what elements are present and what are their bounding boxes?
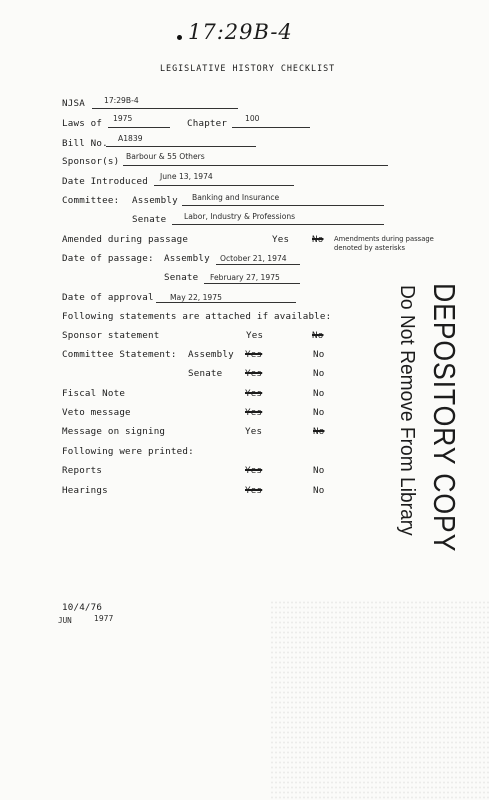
depository-copy-stamp: DEPOSITORY COPY (427, 283, 462, 553)
veto-message-yes-crossed: Yes (245, 407, 263, 418)
handwritten-number: 17:29B-4 (188, 20, 293, 44)
laws-of-value: 1975 (113, 114, 133, 123)
sponsor-statement-no-crossed: No (312, 330, 324, 341)
amended-note-line1: Amendments during passage (334, 235, 434, 243)
committee-senate-line (172, 224, 384, 225)
passage-assembly-line (216, 264, 300, 265)
njsa-line (92, 108, 238, 109)
committee-statement-assembly-yes-crossed: Yes (245, 349, 263, 360)
committee-senate-label: Senate (132, 214, 167, 225)
bill-no-line (106, 146, 256, 147)
veto-message-label: Veto message (62, 407, 131, 418)
committee-statement-label: Committee Statement: (62, 349, 177, 360)
hearings-label: Hearings (62, 485, 108, 496)
laws-of-line (108, 127, 170, 128)
footer-date-1: 10/4/76 (62, 602, 103, 613)
date-introduced-value: June 13, 1974 (160, 172, 213, 181)
hearings-no: No (313, 485, 325, 496)
amended-no-crossed: No (312, 234, 324, 245)
fiscal-note-label: Fiscal Note (62, 388, 126, 399)
passage-senate-value: February 27, 1975 (210, 273, 280, 282)
passage-senate-label: Senate (164, 272, 199, 283)
message-on-signing-no-crossed: No (313, 426, 325, 437)
sponsors-value: Barbour & 55 Others (126, 152, 205, 161)
committee-statement-assembly-no: No (313, 349, 325, 360)
bill-no-label: Bill No. (62, 138, 108, 149)
date-of-approval-label: Date of approval (62, 292, 154, 303)
amended-label: Amended during passage (62, 234, 189, 245)
message-on-signing-yes: Yes (245, 426, 263, 437)
fiscal-note-yes-crossed: Yes (245, 388, 263, 399)
amended-note-line2: denoted by asterisks (334, 244, 406, 252)
footer-date-2-year: 1977 (94, 614, 114, 623)
date-of-approval-line (156, 302, 296, 303)
reports-no: No (313, 465, 325, 476)
ink-dot (177, 35, 182, 40)
committee-assembly-value: Banking and Insurance (192, 193, 280, 202)
chapter-label: Chapter (187, 118, 228, 129)
message-on-signing-label: Message on signing (62, 426, 166, 437)
committee-assembly-line (182, 205, 384, 206)
date-introduced-line (154, 185, 294, 186)
reports-yes-crossed: Yes (245, 465, 263, 476)
sponsors-label: Sponsor(s) (62, 156, 120, 167)
fiscal-note-no: No (313, 388, 325, 399)
sponsor-statement-yes: Yes (246, 330, 264, 341)
committee-statement-senate-no: No (313, 368, 325, 379)
chapter-value: 100 (245, 114, 260, 123)
committee-senate-value: Labor, Industry & Professions (184, 212, 296, 221)
statements-heading: Following statements are attached if available: (62, 311, 332, 322)
committee-assembly-label: Assembly (132, 195, 178, 206)
do-not-remove-stamp: Do Not Remove From Library (396, 285, 418, 536)
passage-assembly-value: October 21, 1974 (220, 254, 287, 263)
veto-message-no: No (313, 407, 325, 418)
committee-statement-senate-label: Senate (188, 368, 223, 379)
passage-assembly-label: Assembly (164, 253, 210, 264)
passage-senate-line (204, 283, 300, 284)
sponsor-statement-label: Sponsor statement (62, 330, 160, 341)
document-title: LEGISLATIVE HISTORY CHECKLIST (160, 63, 336, 73)
reports-label: Reports (62, 465, 103, 476)
footer-date-2-month: JUN (58, 616, 72, 625)
date-of-passage-label: Date of passage: (62, 253, 154, 264)
printed-heading: Following were printed: (62, 446, 194, 457)
date-introduced-label: Date Introduced (62, 176, 148, 187)
committee-statement-assembly-label: Assembly (188, 349, 234, 360)
laws-of-label: Laws of (62, 118, 103, 129)
date-of-approval-value: May 22, 1975 (170, 293, 222, 302)
bill-no-value: A1839 (118, 134, 143, 143)
chapter-line (232, 127, 310, 128)
hearings-yes-crossed: Yes (245, 485, 263, 496)
njsa-value: 17:29B-4 (104, 96, 139, 105)
amended-yes: Yes (272, 234, 290, 245)
committee-label: Committee: (62, 195, 120, 206)
sponsors-line (123, 165, 388, 166)
njsa-label: NJSA (62, 98, 85, 109)
scan-noise (270, 600, 489, 800)
committee-statement-senate-yes-crossed: Yes (245, 368, 263, 379)
